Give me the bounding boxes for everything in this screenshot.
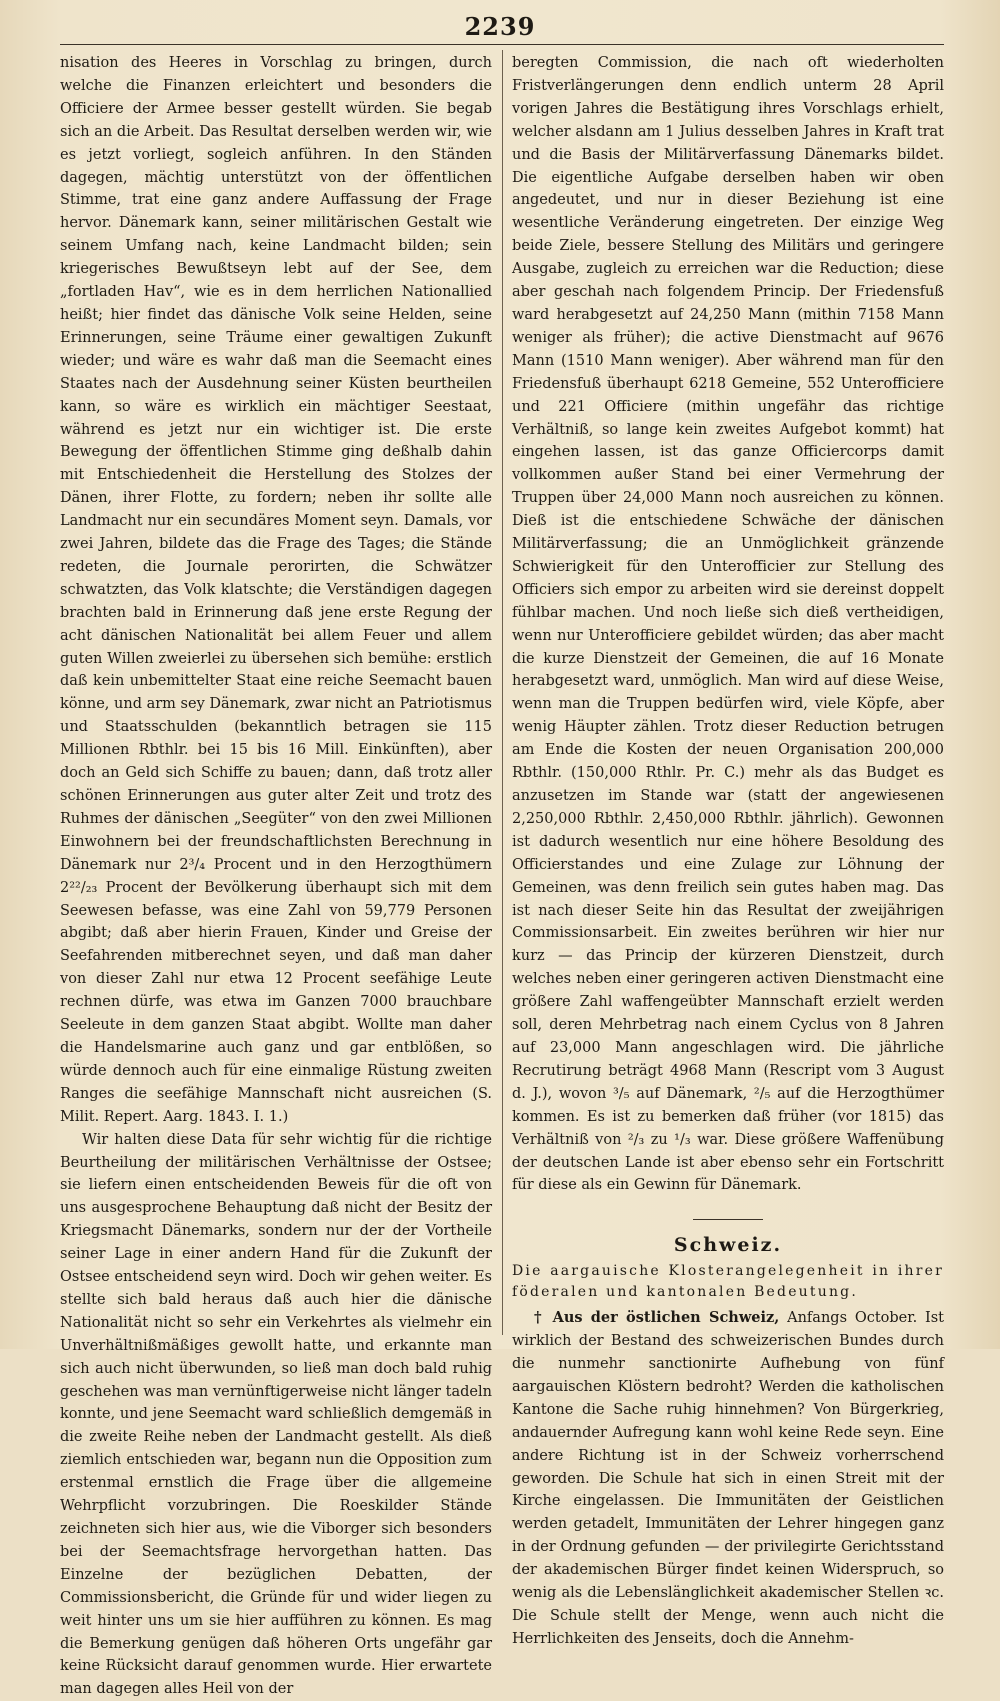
article-body	[512, 1307, 944, 1651]
header-rule	[60, 44, 944, 45]
article-date: Anfangs October.	[787, 1310, 918, 1327]
left-paragraph-2: Wir halten diese Data für sehr wichtig für die richtige Beurtheilung der militärischen Verhältnisse der Ostsee; sie liefern einen entscheidenden Beweis für die oft von uns ausgesprochene Behauptung daß nicht der Besitz der Kriegsmacht Dänemarks, sondern nur der der Vortheile seiner Lage in einer andern Hand für die Zukunft der Ostsee entscheidend seyn wird. Doch wir gehen weiter. Es stellte sich bald heraus daß auch hier die dänische Nationalität nicht so sehr ein Verkehrtes als vielmehr ein Unverhältnißmäßiges gewollt hatte, und erkannte man sich auch nicht überwunden, so ließ man doch bald ruhig geschehen was man vernünftigerweise nicht länger tadeln konnte, und jene Seemacht ward schließlich demgemäß in die zweite Reihe neben der Landmacht gestellt. Als dieß ziemlich entschieden war, begann nun die Opposition zum erstenmal ernstlich die Frage über die allgemeine Wehrpflicht vorzubringen. Die Roeskilder Stände zeichneten sich hier aus, wie die Viborger sich besonders bei der Seemachtsfrage hervorgethan hatten. Das Einzelne der bezüglichen Debatten, der Commissionsbericht, die Gründe für und wider liegen zu weit hinter uns um sie hier aufführen zu können. Es mag die Bemerkung genügen daß höheren Orts ungefähr gar keine Rücksicht darauf genommen wurde. Hier erwartete man dagegen alles Heil von der	[60, 1131, 492, 1698]
right-column	[512, 52, 944, 1651]
article-dateline: Aus der östlichen Schweiz,	[552, 1309, 780, 1327]
section-rule	[693, 1219, 763, 1220]
section-title: Schweiz.	[673, 1234, 783, 1257]
column-divider	[502, 50, 503, 1335]
right-paragraph-1: beregten Commission, die nach oft wiederholten Fristverlängerungen denn endlich unterm 28 April vorigen Jahres die Bestätigung ihres Vorschlags erhielt, welcher alsdann am 1 Julius desselben Jahres in Kraft trat und die Basis der Militärverfassung Dänemarks bildet. Die eigentliche Aufgabe derselben haben wir oben angedeutet, und nur in dieser Beziehung ist eine wesentliche Veränderung eingetreten. Der einzige Weg beide Ziele, bessere Stellung des Militärs und geringere Ausgabe, zugleich zu erreichen war die Reduction; diese aber geschah nach folgendem Princip. Der Friedensfuß ward herabgesetzt auf 24,250 Mann (mithin 7158 Mann weniger als früher); die active Dienstmacht auf 9676 Mann (1510 Mann weniger). Aber während man für den Friedensfuß überhaupt 6218 Gemeine, 552 Unterofficiere und 221 Officiere (mithin ungefähr das richtige Verhältniß, so lange kein zweites Aufgebot kommt) hat eingehen lassen, ist das ganze Officiercorps damit vollkommen außer Stand bei einer Vermehrung der Truppen über 24,000 Mann noch ausreichen zu können. Dieß ist die entschiedene Schwäche der dänischen Militärverfassung; die an Unmöglichkeit gränzende Schwierigkeit für den Unterofficier zur Stellung des Officiers sich empor zu arbeiten wird sie dereinst doppelt fühlbar machen. Und noch ließe sich dieß vertheidigen, wenn nur Unterofficiere gebildet würden; das aber macht die kurze Dienstzeit der Gemeinen, die auf 16 Monate herabgesetzt ward, unmöglich. Man wird auf diese Weise, wenn man die Truppen bedürfen wird, viele Köpfe, aber wenig Häupter zählen. Trotz dieser Reduction betrugen am Ende die Kosten der neuen Organisation 200,000 Rbthlr. (150,000 Rthlr. Pr. C.) mehr als das Budget es anzusetzen im Stande war (statt der angewiesenen 2,250,000 Rbthlr. 2,450,000 Rbthlr. jährlich). Gewonnen ist dadurch wesentlich nur eine höhere Besoldung des Officierstandes und eine Zulage zur Löhnung der Gemeinen, was denn freilich sein gutes haben mag. Das ist nach dieser Seite hin das Resultat der zweijährigen Commissionsarbeit. Ein zweites berühren wir hier nur kurz — das Princip der kürzeren Dienstzeit, durch welches neben einer geringeren activen Dienstmacht eine größere Zahl waffengeübter Mannschaft erzielt werden soll, deren Mehrbetrag nach einem Cyclus von 8 Jahren auf 23,000 Mann angeschlagen wird. Die jährliche Recrutirung beträgt 4968 Mann (Rescript vom 3 August d. J.), wovon ³/₅ auf Dänemark, ²/₅ auf die Herzogthümer kommen. Es ist zu bemerken daß früher (vor 1815) das Verhältniß von ²/₃ zu ¹/₃ war. Diese größere Waffenübung der deutschen Lande ist aber ebenso sehr ein Fortschritt für diese als ein Gewinn für Dänemark.	[512, 55, 944, 1194]
left-column	[60, 52, 492, 1701]
article-text: Ist wirklich der Bestand des schweizerischen Bundes durch die nunmehr sanctionirte Aufhebung von fünf aargauischen Klöstern bedroht? Werden die katholischen Kantone die Sache ruhig hinnehmen? Von Bürgerkrieg, andauernder Aufregung kann wohl keine Rede seyn. Eine andere Richtung ist in der Schweiz vorherrschend geworden. Die Schule hat sich in einen Streit mit der Kirche eingelassen. Die Immunitäten der Geistlichen werden getadelt, Immunitäten der Lehrer hingegen ganz in der Ordnung gefunden — der privilegirte Gerichtsstand der akademischen Bürger findet keinen Widerspruch, so wenig als die Lebenslänglichkeit akademischer Stellen ꝛc. Die Schule stellt der Menge, wenn auch nicht die Herrlichkeiten des Jenseits, doch die Annehm-	[512, 1310, 945, 1647]
article-dagger: †	[534, 1309, 545, 1327]
page-number: 2239	[464, 12, 536, 41]
left-paragraph-1: nisation des Heeres in Vorschlag zu bringen, durch welche die Finanzen erleichtert und besonders die Officiere der Armee besser gestellt würden. Sie begab sich an die Arbeit. Das Resultat derselben werden wir, wie es jetzt vorliegt, sogleich anführen. In den Ständen dagegen, mächtig unterstützt von der öffentlichen Stimme, trat eine ganz andere Auffassung der Frage hervor. Dänemark kann, seiner militärischen Gestalt wie seinem Umfang nach, keine Landmacht bilden; sein kriegerisches Bewußtseyn lebt auf der See, dem „fortladen Hav“, wie es in dem herrlichen Nationallied heißt; hier findet das dänische Volk seine Helden, seine Erinnerungen, seine Träume einer gewaltigen Zukunft wieder; und wäre es wahr daß man die Seemacht eines Staates nach der Ausdehnung seiner Küsten beurtheilen kann, so wäre es wirklich ein mächtiger Seestaat, während es jetzt nur ein wichtiger ist. Die erste Bewegung der öffentlichen Stimme ging deßhalb dahin mit Entschiedenheit die Herstellung des Stolzes der Dänen, ihrer Flotte, zu fordern; neben ihr sollte alle Landmacht nur ein secundäres Moment seyn. Damals, vor zwei Jahren, bildete das die Frage des Tages; die Stände redeten, die Journale perorirten, die Schwätzer schwatzten, das Volk klatschte; die Verständigen dagegen brachten bald in Erinnerung daß jene erste Regung der acht dänischen Nationalität bei allem Feuer und allem guten Willen zweierlei zu übersehen sich bemühe: erstlich daß kein unbemittelter Staat eine reiche Seemacht bauen könne, und arm sey Dänemark, zwar nicht an Patriotismus und Staatsschulden (bekanntlich betragen sie 115 Millionen Rbthlr. bei 15 bis 16 Mill. Einkünften), aber doch an Geld sich Schiffe zu bauen; dann, daß trotz aller schönen Erinnerungen aus guter alter Zeit und trotz des Ruhmes der dänischen „Seegüter“ von den zwei Millionen Einwohnern bei der freundschaftlichsten Berechnung in Dänemark nur 2³/₄ Procent und in den Herzogthümern 2²²/₂₃ Procent der Bevölkerung überhaupt sich mit dem Seewesen befasse, was eine Zahl von 59,779 Personen abgibt; daß aber hierin Frauen, Kinder und Greise der Seefahrenden mitberechnet seyen, und daß man daher von dieser Zahl nur etwa 12 Procent seefähige Leute rechnen dürfe, was etwa im Ganzen 7000 brauchbare Seeleute in dem ganzen Staat abgibt. Wollte man daher die Handelsmarine auch ganz und gar entblößen, so würde dennoch auch für eine einmalige Rüstung zweiten Ranges die seefähige Mannschaft nicht ausreichen (S. Milit. Repert. Aarg. 1843. I. 1.)	[60, 55, 492, 1125]
article-headline: Die aargauische Klosterangelegenheit in ihrer föderalen und kantonalen Bedeutung.	[512, 1263, 944, 1301]
